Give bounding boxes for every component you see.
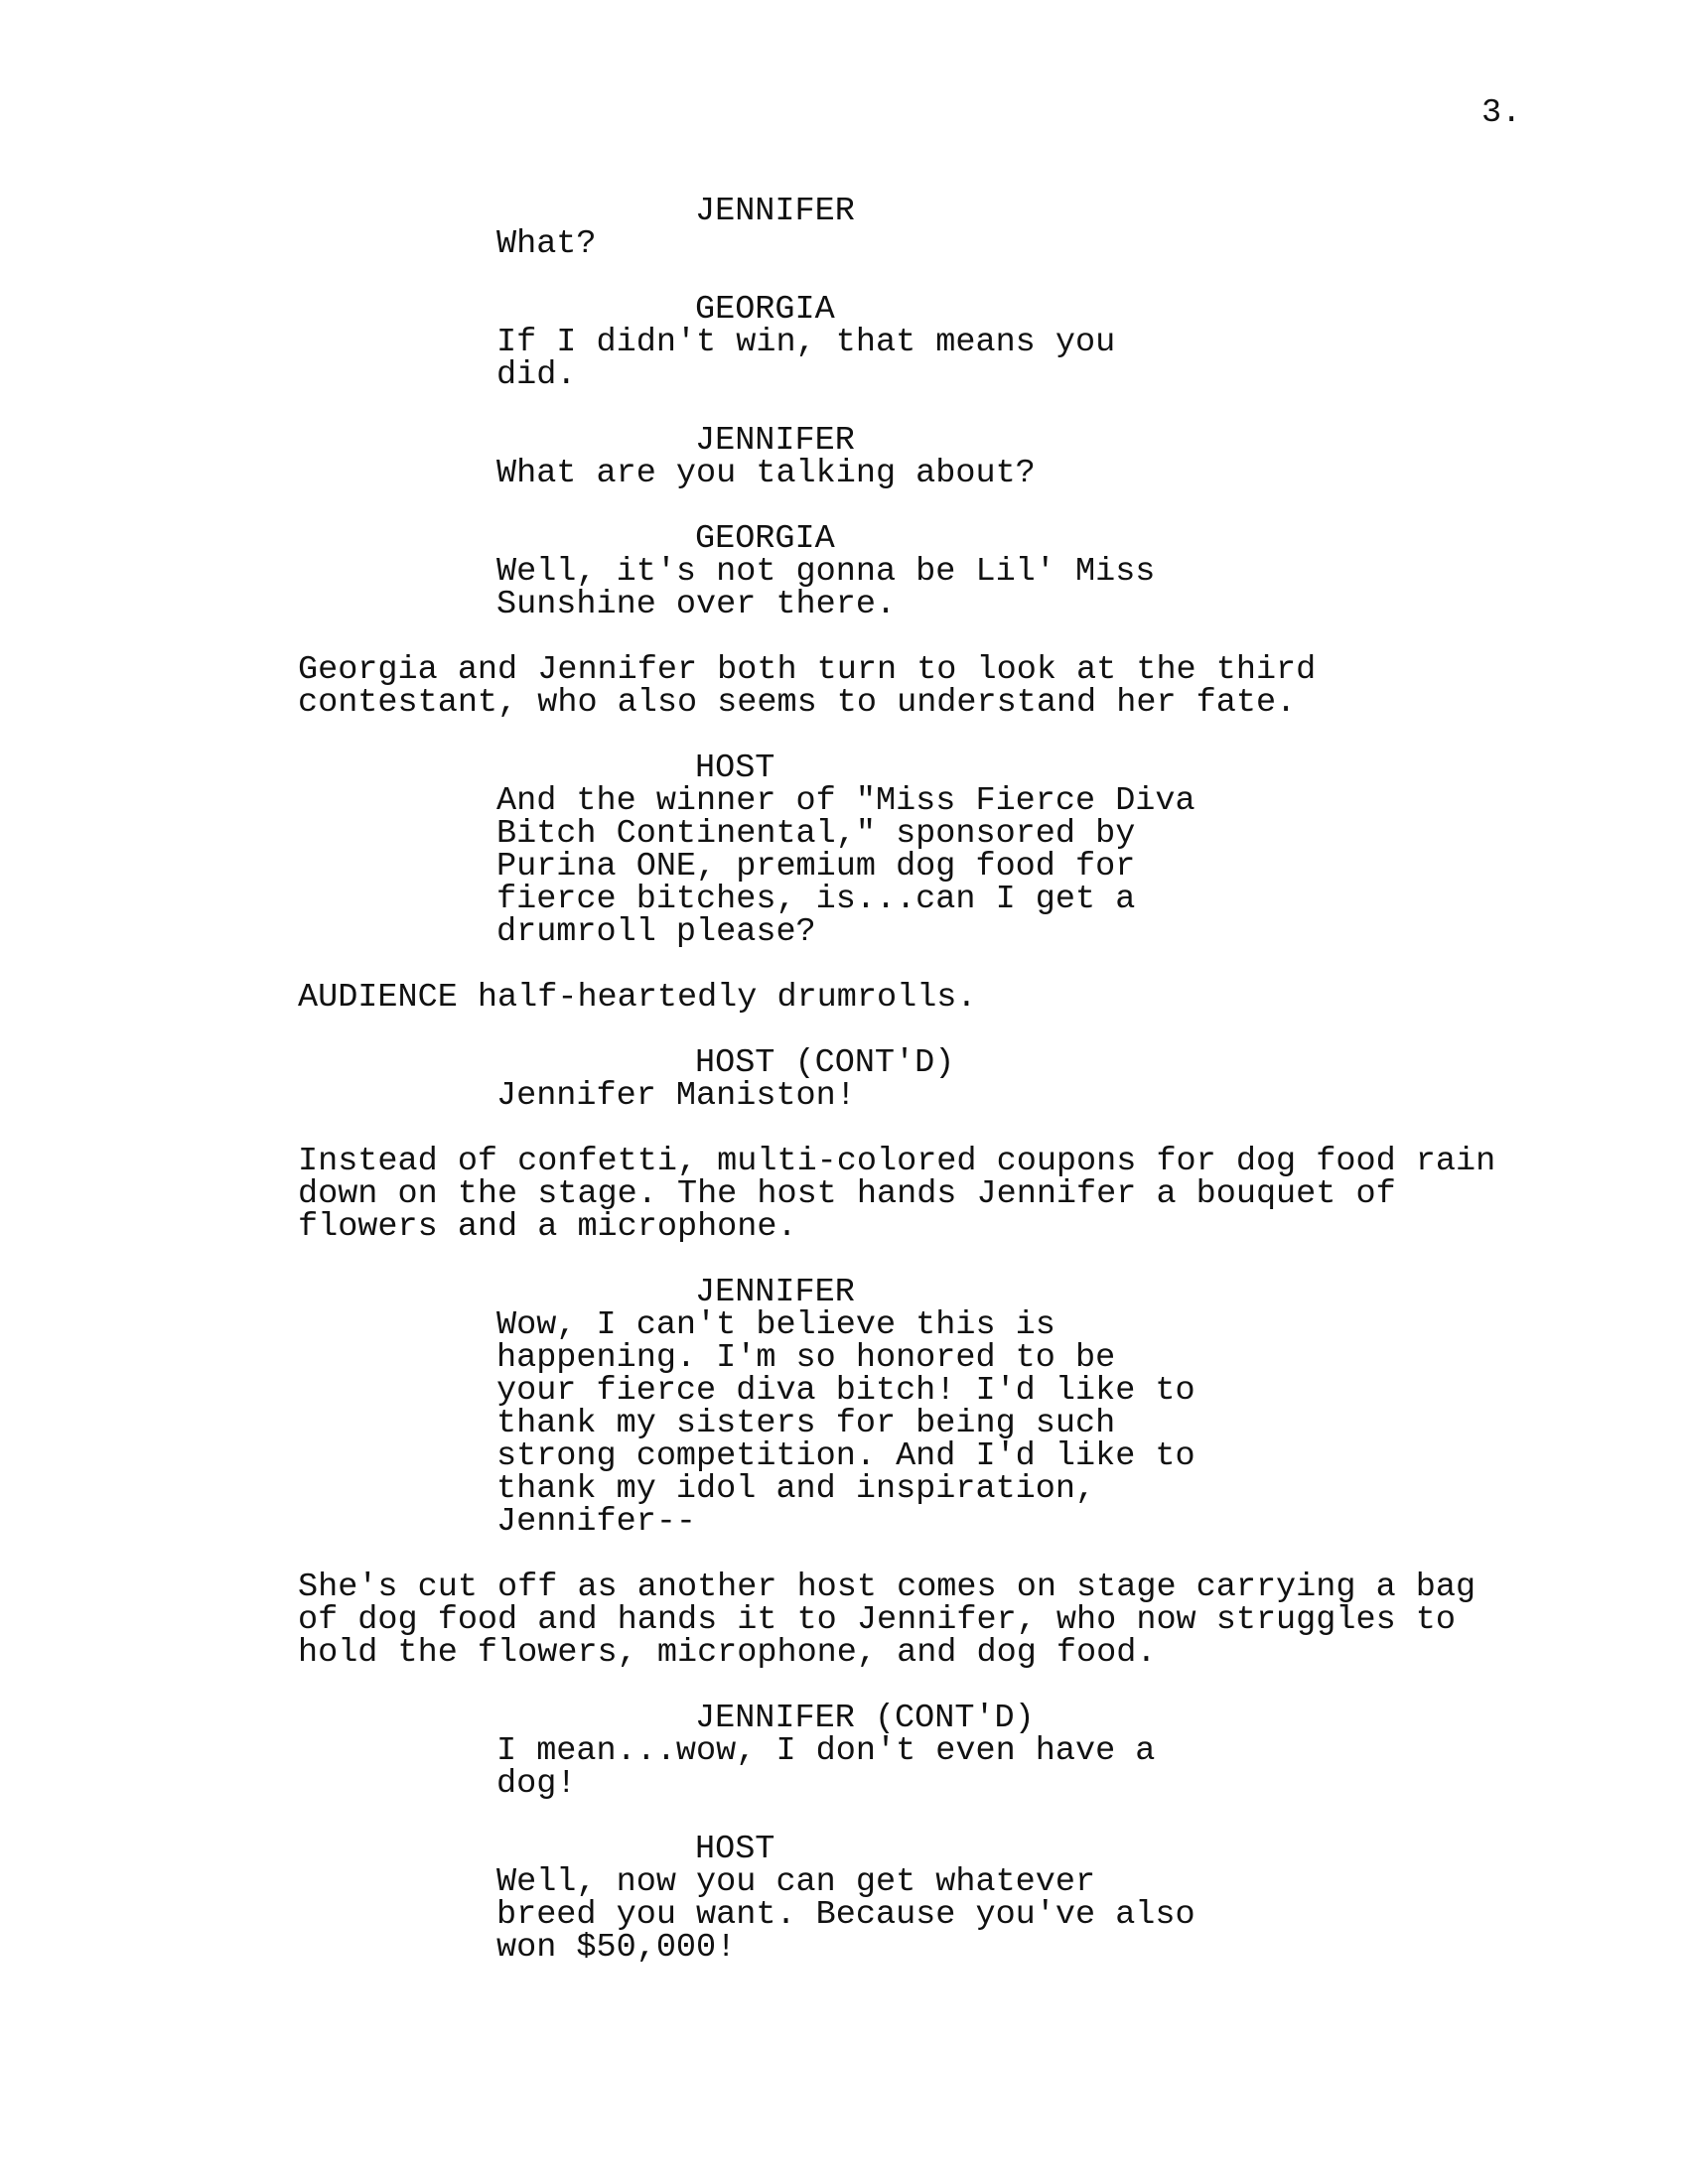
dialogue: Well, now you can get whatever breed you want. Because you've also won $50,000! — [496, 1863, 1196, 1967]
blank-line — [298, 949, 1489, 982]
blank-line — [298, 1244, 1489, 1277]
character-cue: HOST — [695, 1831, 775, 1868]
dialogue: What? — [496, 225, 597, 263]
action-line: She's cut off as another host comes on stage carrying a bag of dog food and hands it to Jennifer, who now struggles to hold the flowers, microphone, and dog food. — [298, 1569, 1477, 1672]
blank-line — [298, 1113, 1489, 1146]
character-cue: HOST — [695, 750, 775, 787]
character-cue: JENNIFER — [695, 1274, 855, 1311]
blank-line — [298, 261, 1489, 294]
dialogue: Wow, I can't believe this is happening. I'm so honored to be your fierce diva bitch! I'd like to thank my sisters for being such strong competition. And I'd like to thank my idol and inspiration, Jennifer-- — [496, 1306, 1196, 1541]
blank-line — [298, 1670, 1489, 1703]
dialogue: Jennifer Maniston! — [496, 1077, 856, 1115]
blank-line — [298, 1801, 1489, 1834]
action-line: AUDIENCE half-heartedly drumrolls. — [298, 979, 977, 1017]
page-number: 3. — [1481, 94, 1522, 132]
blank-line — [298, 621, 1489, 654]
blank-line — [298, 490, 1489, 523]
blank-line — [298, 1539, 1489, 1571]
dialogue: I mean...wow, I don't even have a dog! — [496, 1732, 1156, 1803]
blank-line — [298, 1015, 1489, 1047]
dialogue: And the winner of "Miss Fierce Diva Bitch Continental," sponsored by Purina ONE, premium dog food for fierce bitches, is...can I get a drumroll please? — [496, 782, 1196, 951]
character-cue: HOST (CONT'D) — [695, 1044, 955, 1082]
action-line: Georgia and Jennifer both turn to look at the third contestant, who also seems to understand her fate. — [298, 651, 1317, 722]
dialogue: If I didn't win, that means you did. — [496, 324, 1116, 394]
dialogue: Well, it's not gonna be Lil' Miss Sunshine over there. — [496, 553, 1156, 623]
character-cue: JENNIFER — [695, 193, 855, 230]
character-cue: JENNIFER (CONT'D) — [695, 1700, 1035, 1737]
script-body — [298, 193, 1496, 1967]
action-line: Instead of confetti, multi-colored coupons for dog food rain down on the stage. The host hands Jennifer a bouquet of flowers and a microphone. — [298, 1143, 1496, 1246]
character-cue: JENNIFER — [695, 422, 855, 460]
character-cue: GEORGIA — [695, 291, 835, 329]
blank-line — [298, 392, 1489, 425]
dialogue: What are you talking about? — [496, 455, 1036, 492]
character-cue: GEORGIA — [695, 520, 835, 558]
blank-line — [298, 720, 1489, 752]
